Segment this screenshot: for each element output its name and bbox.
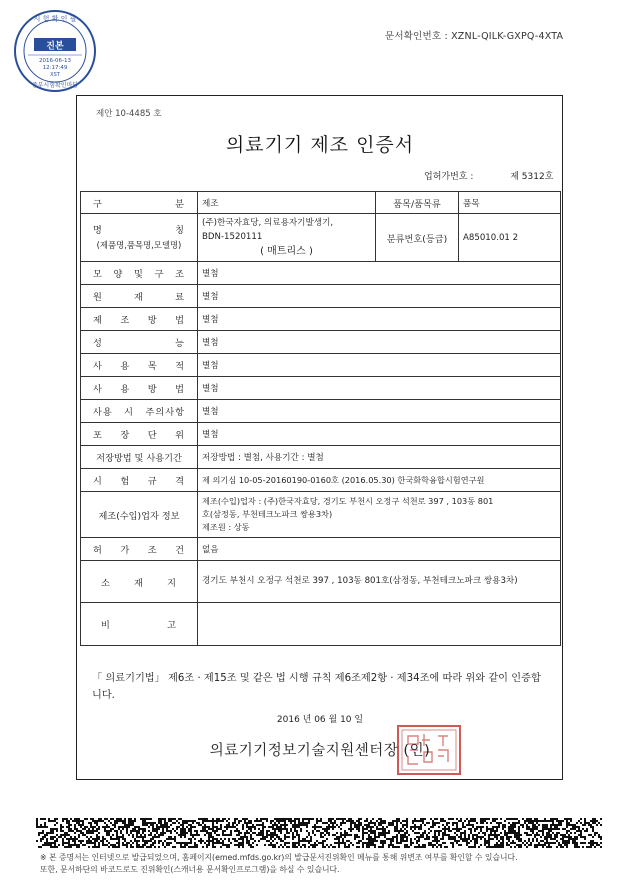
row-value: 별첨 [198,331,561,354]
row-label: 저장방법 및 사용기간 [81,446,198,469]
type-label: 구 분 [81,192,198,214]
table-row [81,400,561,423]
item-type-label: 품목/품목류 [376,192,459,214]
footnote [40,852,600,876]
permit-label: 업허가번호 : [424,172,474,182]
maker-line-3: 제조원 : 상동 [202,522,250,532]
issue-number: 제안 10-4485 호 [96,109,162,119]
row-value: 저장방법 : 별첨, 사용기간 : 별첨 [198,446,561,469]
maker-value [198,492,561,538]
table-row [81,331,561,354]
table-row [81,603,561,646]
item-type-value: 품목 [459,192,561,214]
table-row [81,469,561,492]
row-value: 별첨 [198,354,561,377]
row-value: 별첨 [198,423,561,446]
seal-date: 2016-06-13 [39,58,71,64]
table-row [81,262,561,285]
row-label: 사 용 방 법 [81,377,198,400]
condition-label: 허 가 조 건 [81,538,198,561]
row-label: 성 능 [81,331,198,354]
product-name-label [81,214,198,262]
product-name-value [198,214,376,262]
table-row [81,192,561,214]
table-row [81,308,561,331]
product-name-line-2: BDN-1520111 [202,232,263,242]
seal-bottom-text: 중부시험확인마당 [31,82,79,89]
product-name-label-1: 명 칭 [93,224,185,236]
table-row [81,561,561,603]
footnote-line-2: 또한, 문서하단의 바코드로도 진위확인(스캐너용 문서확인프로그램)을 하실 수 있습니다. [40,865,340,874]
row-value: 별첨 [198,285,561,308]
issuer-name: 의료기기정보기술지원센터장 (인) [209,743,431,759]
document-confirmation-number: 문서확인번호 : XZNL-QILK-GXPQ-4XTA [385,31,564,42]
remark-value [198,603,561,646]
row-label: 시 험 규 격 [81,469,198,492]
table-row [81,214,561,262]
certification-statement: 「 의료기기법」 제6조 · 제15조 및 같은 법 시행 규칙 제6조제2항 · 제34조에 따라 위와 같이 인증합니다. [92,673,541,701]
product-name-line-3: ( 매트리스 ) [260,246,313,257]
classification-label: 분류번호(등급) [376,214,459,262]
row-label: 원 재 료 [81,285,198,308]
table-row [81,354,561,377]
row-value: 별첨 [198,377,561,400]
row-value: 별첨 [198,400,561,423]
seal-top-text: 시 험 확 인 필 [33,15,77,23]
table-row [81,538,561,561]
maker-line-1: 제조(수입)업자 : (주)한국자효당, 경기도 부천시 오정구 석천로 397 , 103동 801 [202,496,494,506]
condition-value: 없음 [198,538,561,561]
table-row [81,285,561,308]
maker-label: 제조(수입)업자 정보 [81,492,198,538]
barcode-icon [36,818,602,848]
issue-date: 2016 년 06 월 10 일 [276,715,364,725]
permit-number [424,169,553,182]
row-value: 별첨 [198,262,561,285]
seal-code: XST [50,72,60,78]
seal-main-text: 진본 [46,41,64,52]
table-row [81,492,561,538]
row-value: 별첨 [198,308,561,331]
product-name-label-2: (제품명,품목명,모델명) [96,239,182,250]
classification-value: A85010.01 2 [459,214,561,262]
certificate-title: 의료기기 제조 인증서 [225,134,415,156]
certificate-table [80,191,561,646]
row-label: 사용 시 주의사항 [81,400,198,423]
type-value: 제조 [198,192,376,214]
row-value: 제 의기심 10-05-20160190-0160호 (2016.05.30) 한국화학융합시험연구원 [198,469,561,492]
maker-line-2: 호(삼정동, 부천테크노파크 쌍용3차) [202,509,333,519]
table-row [81,446,561,469]
row-label: 모 양 및 구 조 [81,262,198,285]
table-row [81,377,561,400]
row-label: 사 용 목 적 [81,354,198,377]
seal-time: 12:17:49 [42,65,68,71]
permit-value: 제 5312호 [510,172,554,182]
address-label: 소 재 지 [81,561,198,603]
row-label: 포 장 단 위 [81,423,198,446]
address-value: 경기도 부천시 오정구 석천로 397 , 103동 801호(삼정동, 부천테크노파크 쌍용3차) [198,561,561,603]
footnote-line-1: ※ 본 증명서는 인터넷으로 발급되었으며, 홈페이지(emed.mfds.go.kr)의 발급문서진위확인 메뉴를 통해 위변조 여부를 확인할 수 있습니다. [40,853,518,862]
remark-label: 비 고 [81,603,198,646]
authenticity-seal-icon [12,8,98,94]
product-name-line-1: (주)한국자효당, 의료용자기발생기, [202,218,334,228]
row-label: 제 조 방 법 [81,308,198,331]
table-row [81,423,561,446]
